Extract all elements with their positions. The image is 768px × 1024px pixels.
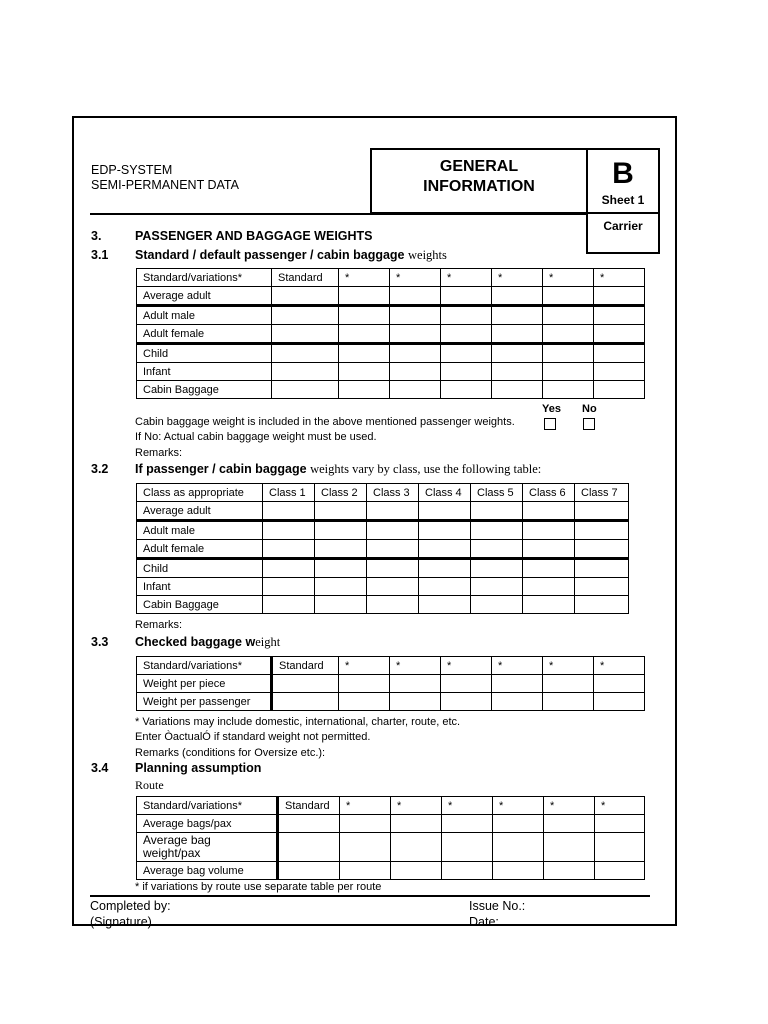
table-cell[interactable] <box>594 675 645 693</box>
table-cell[interactable] <box>493 833 544 862</box>
cabin-note: Cabin baggage weight is included in the above mentioned passenger weights. <box>135 416 515 428</box>
table-cell[interactable] <box>595 815 645 833</box>
table-cell[interactable] <box>543 344 594 363</box>
table-cell[interactable] <box>339 363 390 381</box>
table-cell[interactable] <box>390 693 441 711</box>
table-cell[interactable] <box>315 540 367 559</box>
s33-table <box>136 656 645 711</box>
column-header: * <box>339 269 390 287</box>
table-cell[interactable] <box>543 675 594 693</box>
table-cell[interactable] <box>339 287 390 306</box>
table-cell[interactable] <box>339 693 390 711</box>
sheet-label: Sheet 1 <box>601 193 645 207</box>
row-label: Infant <box>137 363 272 381</box>
table-row <box>137 344 645 363</box>
table-cell[interactable] <box>543 693 594 711</box>
table-cell[interactable] <box>544 833 595 862</box>
table-cell[interactable] <box>523 502 575 521</box>
table-cell[interactable] <box>442 815 493 833</box>
column-header: Standard <box>278 797 340 815</box>
table-row <box>137 521 629 540</box>
column-header: * <box>340 797 391 815</box>
if-no-note: If No: Actual cabin baggage weight must be used. <box>135 431 377 443</box>
s32-title-bold: If passenger / cabin baggage <box>135 462 307 476</box>
row-label: Weight per piece <box>137 675 272 693</box>
table-cell[interactable] <box>339 381 390 399</box>
table-row <box>137 833 645 862</box>
column-header: Standard/variations* <box>137 657 272 675</box>
s34-note: * if variations by route use separate table per route <box>135 881 382 893</box>
table-row <box>137 578 629 596</box>
table-cell[interactable] <box>492 325 543 344</box>
table-header-row <box>137 269 645 287</box>
table-cell[interactable] <box>419 578 471 596</box>
table-cell[interactable] <box>492 381 543 399</box>
table-cell[interactable] <box>575 540 629 559</box>
table-cell[interactable] <box>263 540 315 559</box>
table-row <box>137 596 629 614</box>
row-label: Adult female <box>137 325 272 344</box>
table-cell[interactable] <box>471 596 523 614</box>
table-cell[interactable] <box>492 693 543 711</box>
table-cell[interactable] <box>594 306 645 325</box>
table-cell[interactable] <box>575 559 629 578</box>
table-cell[interactable] <box>272 306 339 325</box>
table-cell[interactable] <box>594 344 645 363</box>
title-line1: GENERAL <box>439 158 519 175</box>
table-cell[interactable] <box>544 815 595 833</box>
header-left <box>91 163 239 193</box>
s33-note2: Enter ÒactualÓ if standard weight not permitted. <box>135 731 371 743</box>
column-header: * <box>595 797 645 815</box>
table-cell[interactable] <box>367 559 419 578</box>
table-cell[interactable] <box>419 521 471 540</box>
issue-no-label: Issue No.: <box>469 899 526 913</box>
section3-num: 3. <box>91 229 102 243</box>
column-header: * <box>390 269 441 287</box>
table-cell[interactable] <box>543 381 594 399</box>
table-cell[interactable] <box>523 521 575 540</box>
sheet-letter: B <box>612 157 634 190</box>
column-header: Class 2 <box>315 484 367 502</box>
row-label: Adult female <box>137 540 263 559</box>
table-cell[interactable] <box>339 675 390 693</box>
table-cell[interactable] <box>339 344 390 363</box>
table-row <box>137 559 629 578</box>
table-header-row <box>137 797 645 815</box>
table-row <box>137 325 645 344</box>
table-cell[interactable] <box>315 559 367 578</box>
table-cell[interactable] <box>390 344 441 363</box>
table-cell[interactable] <box>340 815 391 833</box>
table-row <box>137 363 645 381</box>
table-cell[interactable] <box>523 578 575 596</box>
column-header: * <box>544 797 595 815</box>
table-cell[interactable] <box>544 862 595 880</box>
s33-note3: Remarks (conditions for Oversize etc.): <box>135 747 326 759</box>
table-cell[interactable] <box>272 344 339 363</box>
row-label: Average adult <box>137 287 272 306</box>
table-cell[interactable] <box>492 306 543 325</box>
column-header: * <box>339 657 390 675</box>
table-cell[interactable] <box>391 815 442 833</box>
table-header-row <box>137 484 629 502</box>
s33-note1: * Variations may include domestic, international, charter, route, etc. <box>135 716 461 728</box>
table-cell[interactable] <box>272 675 339 693</box>
table-cell[interactable] <box>263 559 315 578</box>
column-header: * <box>492 269 543 287</box>
table-cell[interactable] <box>471 559 523 578</box>
table-cell[interactable] <box>523 540 575 559</box>
row-label: Infant <box>137 578 263 596</box>
table-cell[interactable] <box>492 287 543 306</box>
table-cell[interactable] <box>339 306 390 325</box>
table-cell[interactable] <box>419 596 471 614</box>
table-cell[interactable] <box>367 521 419 540</box>
column-header: * <box>441 269 492 287</box>
column-header: Class 6 <box>523 484 575 502</box>
table-cell[interactable] <box>390 381 441 399</box>
column-header: * <box>441 657 492 675</box>
column-header: * <box>442 797 493 815</box>
table-cell[interactable] <box>441 675 492 693</box>
table-cell[interactable] <box>543 306 594 325</box>
title-line2: INFORMATION <box>423 178 535 195</box>
table-cell[interactable] <box>390 675 441 693</box>
table-cell[interactable] <box>594 325 645 344</box>
table-cell[interactable] <box>595 833 645 862</box>
column-header: Standard/variations* <box>137 797 278 815</box>
column-header: Standard <box>272 269 339 287</box>
s32-num: 3.2 <box>91 462 109 476</box>
s34-table <box>136 796 645 880</box>
s32-table <box>136 483 629 614</box>
row-label: Adult male <box>137 521 263 540</box>
column-header: * <box>594 269 645 287</box>
table-cell[interactable] <box>543 287 594 306</box>
system-name: EDP-SYSTEM <box>91 163 173 177</box>
table-cell[interactable] <box>595 862 645 880</box>
table-cell[interactable] <box>471 578 523 596</box>
table-cell[interactable] <box>391 862 442 880</box>
table-cell[interactable] <box>367 578 419 596</box>
table-cell[interactable] <box>471 502 523 521</box>
table-row <box>137 502 629 521</box>
table-cell[interactable] <box>340 862 391 880</box>
column-header: * <box>543 269 594 287</box>
signature-label: (Signature) <box>90 915 152 929</box>
table-cell[interactable] <box>543 325 594 344</box>
sheet-box <box>586 148 660 214</box>
table-cell[interactable] <box>367 540 419 559</box>
no-label: No <box>582 403 597 415</box>
footer-divider <box>90 895 650 897</box>
table-cell[interactable] <box>263 578 315 596</box>
table-cell[interactable] <box>441 287 492 306</box>
s33-title-rest: eight <box>255 635 281 649</box>
table-cell[interactable] <box>523 596 575 614</box>
table-row <box>137 306 645 325</box>
s32-title <box>135 462 541 477</box>
s34-title: Planning assumption <box>135 761 262 775</box>
table-cell[interactable] <box>315 502 367 521</box>
table-cell[interactable] <box>391 833 442 862</box>
column-header: * <box>594 657 645 675</box>
s31-title <box>135 248 447 263</box>
table-cell[interactable] <box>594 363 645 381</box>
s32-remarks: Remarks: <box>135 619 183 631</box>
table-cell[interactable] <box>278 833 340 862</box>
table-cell[interactable] <box>492 675 543 693</box>
row-label: Cabin Baggage <box>137 381 272 399</box>
table-cell[interactable] <box>543 363 594 381</box>
table-cell[interactable] <box>272 693 339 711</box>
column-header: Class as appropriate <box>137 484 263 502</box>
table-row <box>137 540 629 559</box>
table-cell[interactable] <box>441 363 492 381</box>
table-cell[interactable] <box>315 578 367 596</box>
table-cell[interactable] <box>441 381 492 399</box>
table-cell[interactable] <box>493 815 544 833</box>
row-label: Child <box>137 559 263 578</box>
yes-checkbox[interactable] <box>544 418 556 430</box>
table-cell[interactable] <box>575 502 629 521</box>
row-label: Average adult <box>137 502 263 521</box>
row-label: Cabin Baggage <box>137 596 263 614</box>
row-label: Average bags/pax <box>137 815 278 833</box>
s31-remarks: Remarks: <box>135 447 183 459</box>
table-cell[interactable] <box>390 306 441 325</box>
table-cell[interactable] <box>575 578 629 596</box>
table-cell[interactable] <box>272 325 339 344</box>
footer-left <box>90 898 171 930</box>
row-label: Adult male <box>137 306 272 325</box>
table-cell[interactable] <box>441 306 492 325</box>
table-cell[interactable] <box>278 815 340 833</box>
table-cell[interactable] <box>390 363 441 381</box>
table-cell[interactable] <box>263 502 315 521</box>
carrier-box <box>586 212 660 254</box>
table-cell[interactable] <box>419 540 471 559</box>
carrier-label: Carrier <box>603 219 643 233</box>
s33-title <box>135 635 280 650</box>
table-cell[interactable] <box>419 559 471 578</box>
table-row <box>137 862 645 880</box>
table-row <box>137 381 645 399</box>
s32-title-rest: weights vary by class, use the following table: <box>310 462 542 476</box>
s34-subtitle: Route <box>135 778 164 792</box>
s33-title-bold: Checked baggage w <box>135 635 256 649</box>
column-header: * <box>390 657 441 675</box>
table-cell[interactable] <box>441 344 492 363</box>
table-cell[interactable] <box>523 559 575 578</box>
column-header: Class 1 <box>263 484 315 502</box>
table-cell[interactable] <box>441 325 492 344</box>
s33-num: 3.3 <box>91 635 109 649</box>
table-cell[interactable] <box>272 381 339 399</box>
table-cell[interactable] <box>263 596 315 614</box>
table-cell[interactable] <box>492 344 543 363</box>
table-cell[interactable] <box>263 521 315 540</box>
table-row <box>137 693 645 711</box>
s34-num: 3.4 <box>91 761 109 775</box>
table-cell[interactable] <box>594 693 645 711</box>
section3-title: PASSENGER AND BAGGAGE WEIGHTS <box>135 229 373 243</box>
table-cell[interactable] <box>315 596 367 614</box>
no-checkbox[interactable] <box>583 418 595 430</box>
row-label: Weight per passenger <box>137 693 272 711</box>
table-row <box>137 287 645 306</box>
table-cell[interactable] <box>442 862 493 880</box>
table-cell[interactable] <box>272 363 339 381</box>
column-header: * <box>492 657 543 675</box>
column-header: Standard <box>272 657 339 675</box>
s31-title-bold: Standard / default passenger / cabin baggage <box>135 248 405 262</box>
completed-by-label: Completed by: <box>90 899 171 913</box>
column-header: * <box>493 797 544 815</box>
s31-num: 3.1 <box>91 248 109 262</box>
table-header-row <box>137 657 645 675</box>
title-box <box>370 148 588 214</box>
table-cell[interactable] <box>390 325 441 344</box>
table-cell[interactable] <box>493 862 544 880</box>
table-cell[interactable] <box>492 363 543 381</box>
footer-right <box>469 898 525 930</box>
data-type: SEMI-PERMANENT DATA <box>91 178 239 192</box>
table-row <box>137 815 645 833</box>
column-header: * <box>391 797 442 815</box>
column-header: Class 4 <box>419 484 471 502</box>
table-cell[interactable] <box>471 521 523 540</box>
table-cell[interactable] <box>419 502 471 521</box>
table-cell[interactable] <box>278 862 340 880</box>
row-label: Child <box>137 344 272 363</box>
row-label: Average bag weight/pax <box>137 833 278 862</box>
s31-title-rest: weights <box>408 248 447 262</box>
column-header: Class 7 <box>575 484 629 502</box>
column-header: Class 3 <box>367 484 419 502</box>
table-cell[interactable] <box>367 502 419 521</box>
yes-label: Yes <box>542 403 561 415</box>
table-cell[interactable] <box>575 521 629 540</box>
table-cell[interactable] <box>315 521 367 540</box>
header-divider <box>90 213 588 215</box>
table-cell[interactable] <box>390 287 441 306</box>
row-label: Average bag volume <box>137 862 278 880</box>
table-cell[interactable] <box>442 833 493 862</box>
table-cell[interactable] <box>272 287 339 306</box>
table-cell[interactable] <box>367 596 419 614</box>
table-cell[interactable] <box>471 540 523 559</box>
column-header: Standard/variations* <box>137 269 272 287</box>
s31-table <box>136 268 645 399</box>
date-label: Date: <box>469 915 499 929</box>
column-header: * <box>543 657 594 675</box>
table-cell[interactable] <box>575 596 629 614</box>
table-cell[interactable] <box>594 287 645 306</box>
column-header: Class 5 <box>471 484 523 502</box>
table-cell[interactable] <box>340 833 391 862</box>
table-cell[interactable] <box>339 325 390 344</box>
table-cell[interactable] <box>594 381 645 399</box>
table-row <box>137 675 645 693</box>
table-cell[interactable] <box>441 693 492 711</box>
